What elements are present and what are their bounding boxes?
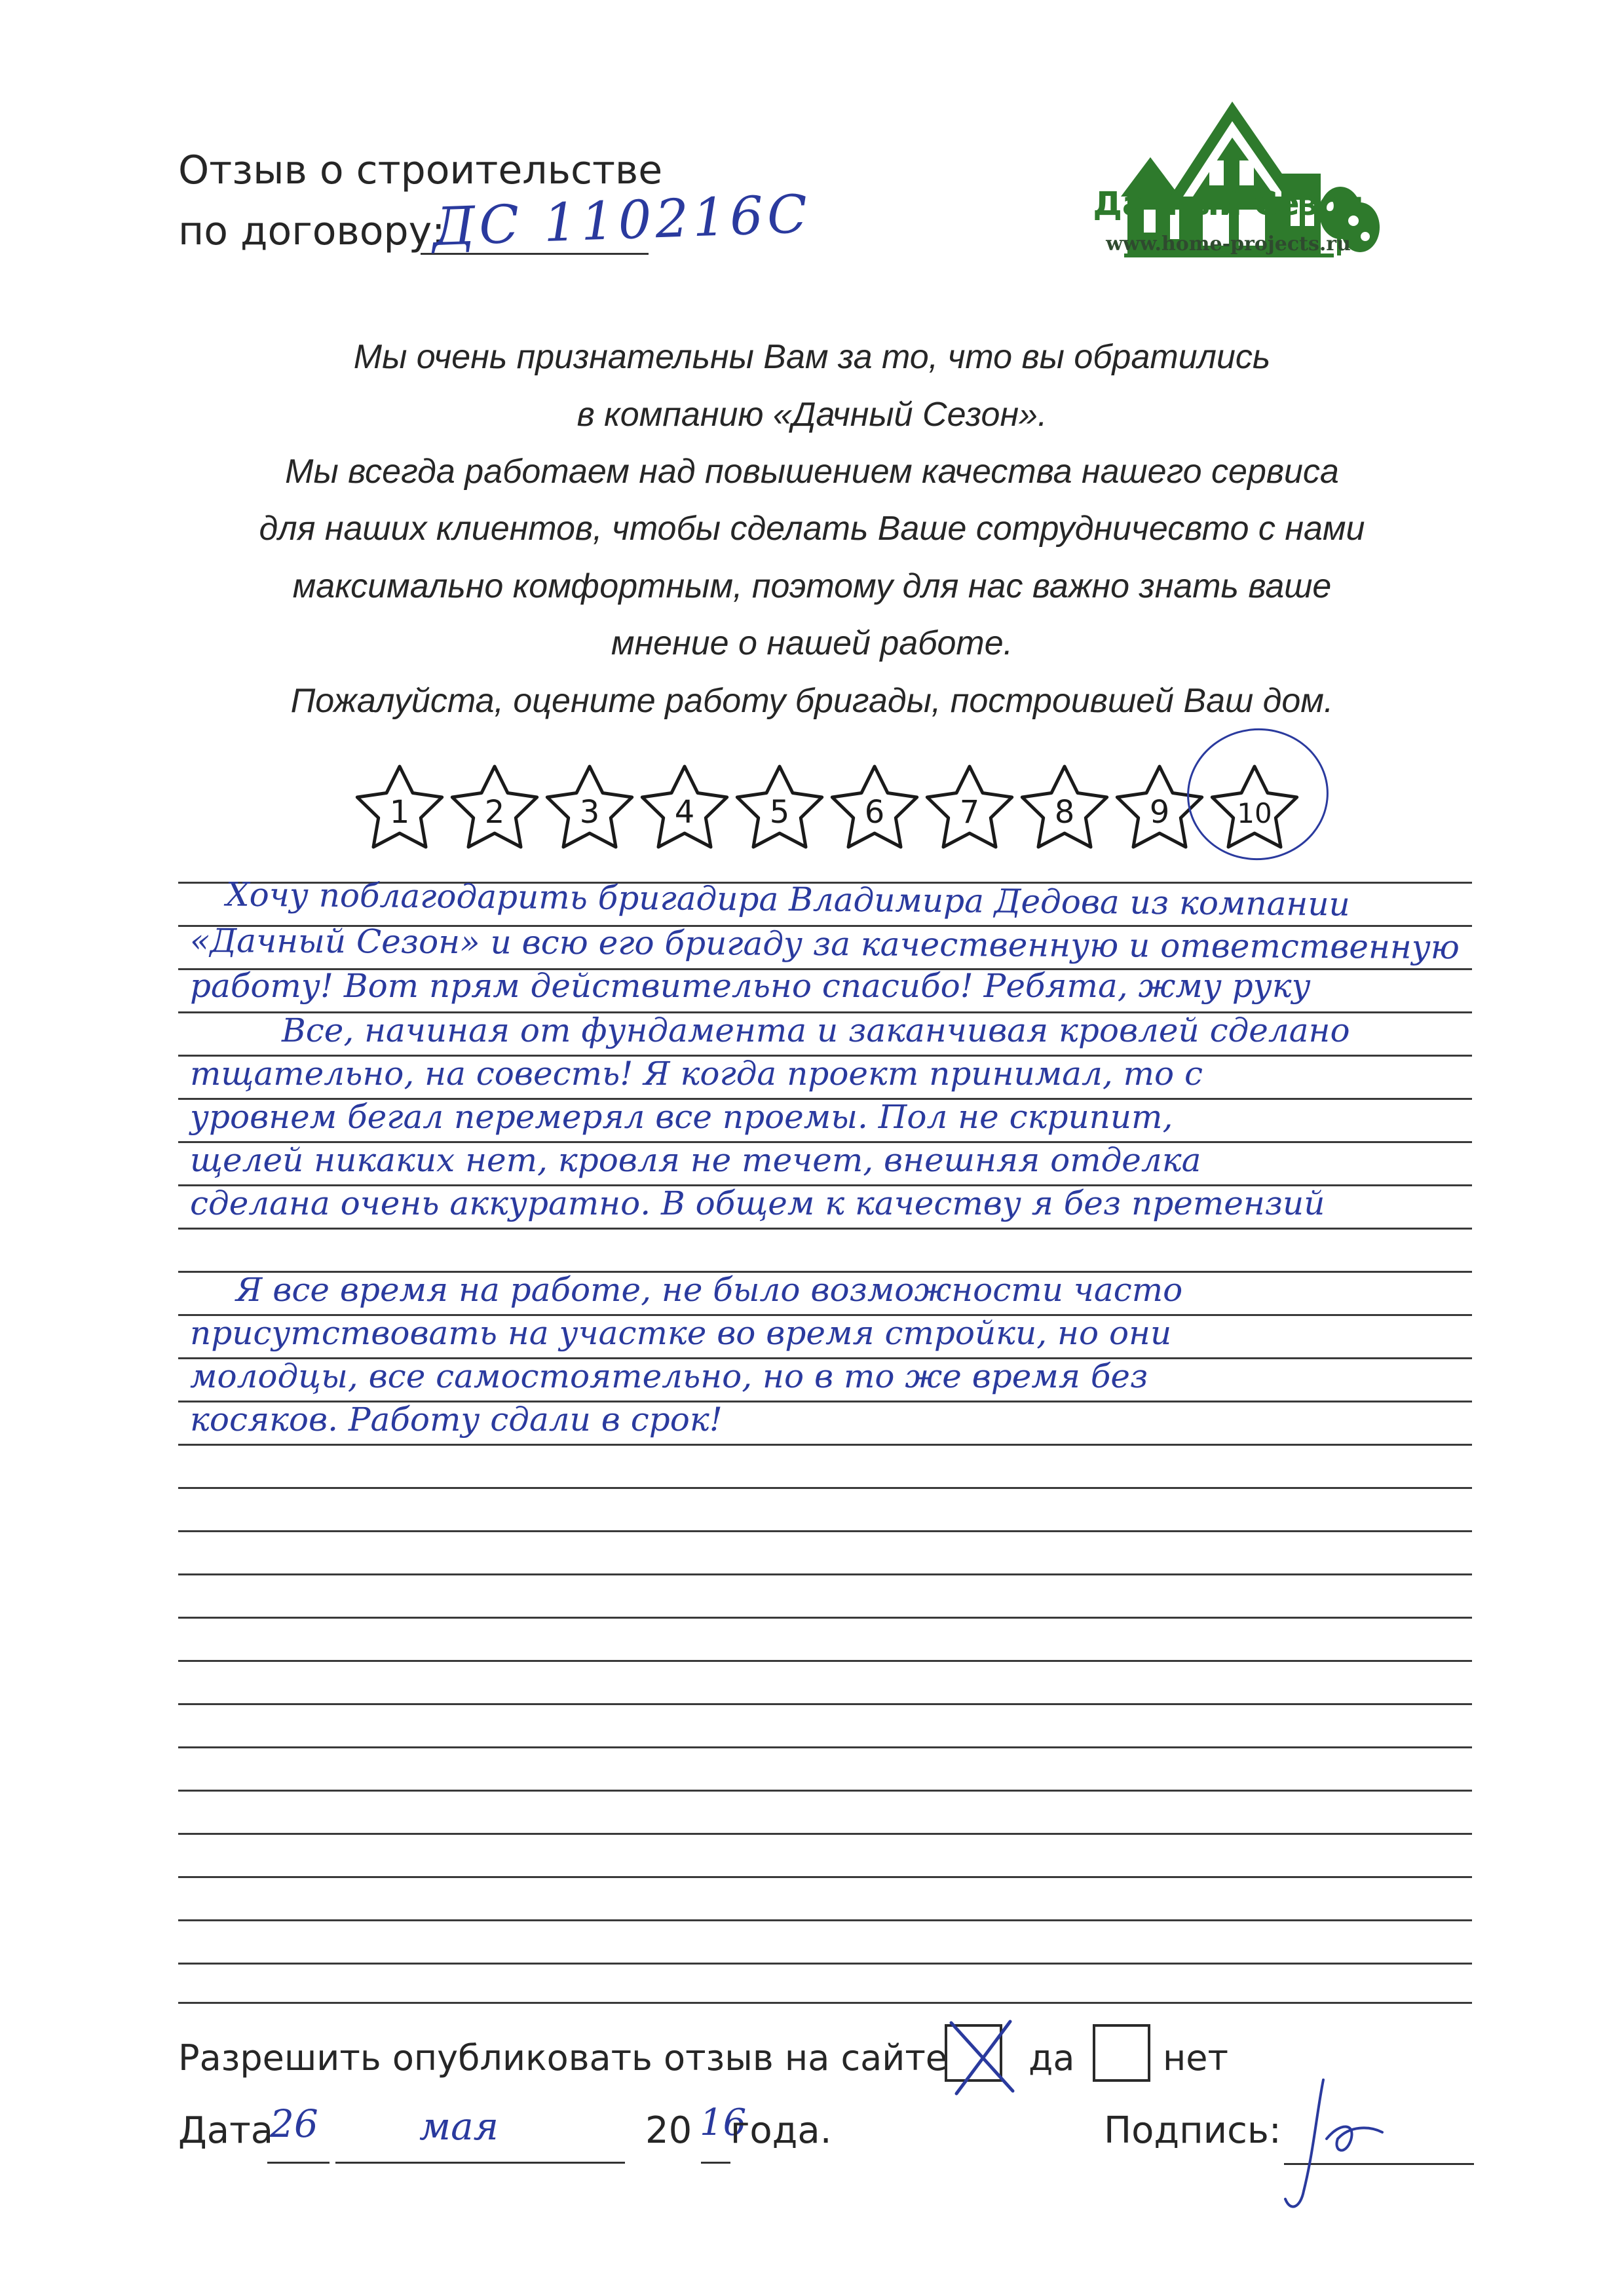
date-month-field[interactable]: мая (419, 2104, 499, 2149)
review-text-line[interactable]: Все, начиная от фундамента и заканчивая кровлей сделано (282, 1011, 1350, 1049)
ruled-line (178, 1530, 1472, 1532)
review-text-line[interactable]: молодцы, все самостоятельно, но в то же время без (190, 1357, 1148, 1395)
ruled-line (178, 1617, 1472, 1619)
form-title: Отзыв о строительстве (178, 147, 663, 193)
rating-star-label: 7 (959, 794, 980, 831)
signature-drawing[interactable] (1277, 2060, 1428, 2224)
review-text-line[interactable]: Я все время на работе, не было возможности часто (236, 1271, 1183, 1309)
review-text-line[interactable]: Хочу поблагодарить бригадира Владимира Дедова из компании (225, 875, 1351, 924)
review-text-line[interactable]: присутствовать на участке во время стройки, но они (190, 1314, 1172, 1352)
review-text-line[interactable]: уровнем бегал перемерял все проемы. Пол не скрипит, (190, 1098, 1173, 1136)
rating-star-label: 10 (1237, 797, 1272, 829)
ruled-line (178, 1444, 1472, 1446)
review-text-line[interactable]: сделана очень аккуратно. В общем к качеству я без претензий (190, 1184, 1325, 1222)
review-text-line[interactable]: щелей никаких нет, кровля не течет, внешняя отделка (190, 1141, 1201, 1179)
ruled-line (178, 1746, 1472, 1748)
intro-line: Пожалуйста, оцените работу бригады, построившей Ваш дом. (290, 682, 1334, 720)
ruled-line (178, 1919, 1472, 1921)
year-prefix: 20 (645, 2109, 692, 2152)
ruled-line (178, 1876, 1472, 1878)
publish-no-label: нет (1163, 2037, 1228, 2079)
ruled-line (178, 1963, 1472, 1965)
ruled-line (178, 1487, 1472, 1489)
date-year-field[interactable]: 16 (700, 2101, 747, 2144)
rating-star-label: 4 (674, 794, 695, 831)
ruled-line (178, 1228, 1472, 1230)
check-mark-icon (945, 2018, 1018, 2096)
date-day-field[interactable]: 26 (270, 2101, 318, 2146)
rating-star-label: 8 (1054, 794, 1075, 831)
intro-line: в компанию «Дачный Сезон». (576, 396, 1048, 434)
publish-no-checkbox[interactable] (1093, 2024, 1150, 2082)
date-label: Дата (178, 2109, 274, 2152)
rating-star-label: 5 (769, 794, 790, 831)
ruled-line (178, 1703, 1472, 1705)
rating-star-label: 2 (484, 794, 505, 831)
intro-line: Мы всегда работаем над повышением качества нашего сервиса (285, 453, 1339, 491)
intro-line: мнение о нашей работе. (611, 624, 1013, 662)
ruled-line (178, 1790, 1472, 1792)
rating-star-label: 6 (864, 794, 885, 831)
rating-star-label: 3 (579, 794, 600, 831)
year-line (701, 2162, 730, 2164)
month-line (335, 2162, 625, 2164)
logo-name: Дачный Сезон (1093, 185, 1364, 223)
publish-yes-label: да (1029, 2037, 1075, 2079)
intro-line: для наших клиентов, чтобы сделать Ваше сотрудничесвто с нами (259, 510, 1365, 548)
review-text-line[interactable]: тщательно, на совесть! Я когда проект принимал, то с (190, 1055, 1203, 1093)
review-text-line[interactable]: косяков. Работу сдали в срок! (190, 1401, 723, 1439)
rating-star-label: 9 (1149, 794, 1170, 831)
review-text-line[interactable]: «Дачный Сезон» и всю его бригаду за качественную и ответственную (189, 921, 1460, 967)
review-text-line[interactable]: работу! Вот прям действительно спасибо! Ребята, жму руку (190, 967, 1311, 1005)
intro-line: Мы очень признательны Вам за то, что вы обратились (353, 338, 1271, 376)
day-line (267, 2162, 330, 2164)
ruled-line (178, 1833, 1472, 1835)
rating-star-label: 1 (389, 794, 410, 831)
contract-label: по договору: (178, 208, 445, 254)
ruled-line (178, 1573, 1472, 1575)
publish-label: Разрешить опубликовать отзыв на сайте (178, 2037, 947, 2079)
signature-label: Подпись: (1104, 2109, 1281, 2152)
logo-url: www.home-projects.ru (1106, 233, 1351, 255)
contract-number-field[interactable]: ДС 110216С (431, 183, 812, 258)
ruled-line (178, 1660, 1472, 1662)
year-suffix-label: года. (730, 2109, 832, 2152)
intro-line: максимально комфортным, поэтому для нас важно знать ваше (292, 567, 1332, 605)
ruled-line (178, 2002, 1472, 2004)
